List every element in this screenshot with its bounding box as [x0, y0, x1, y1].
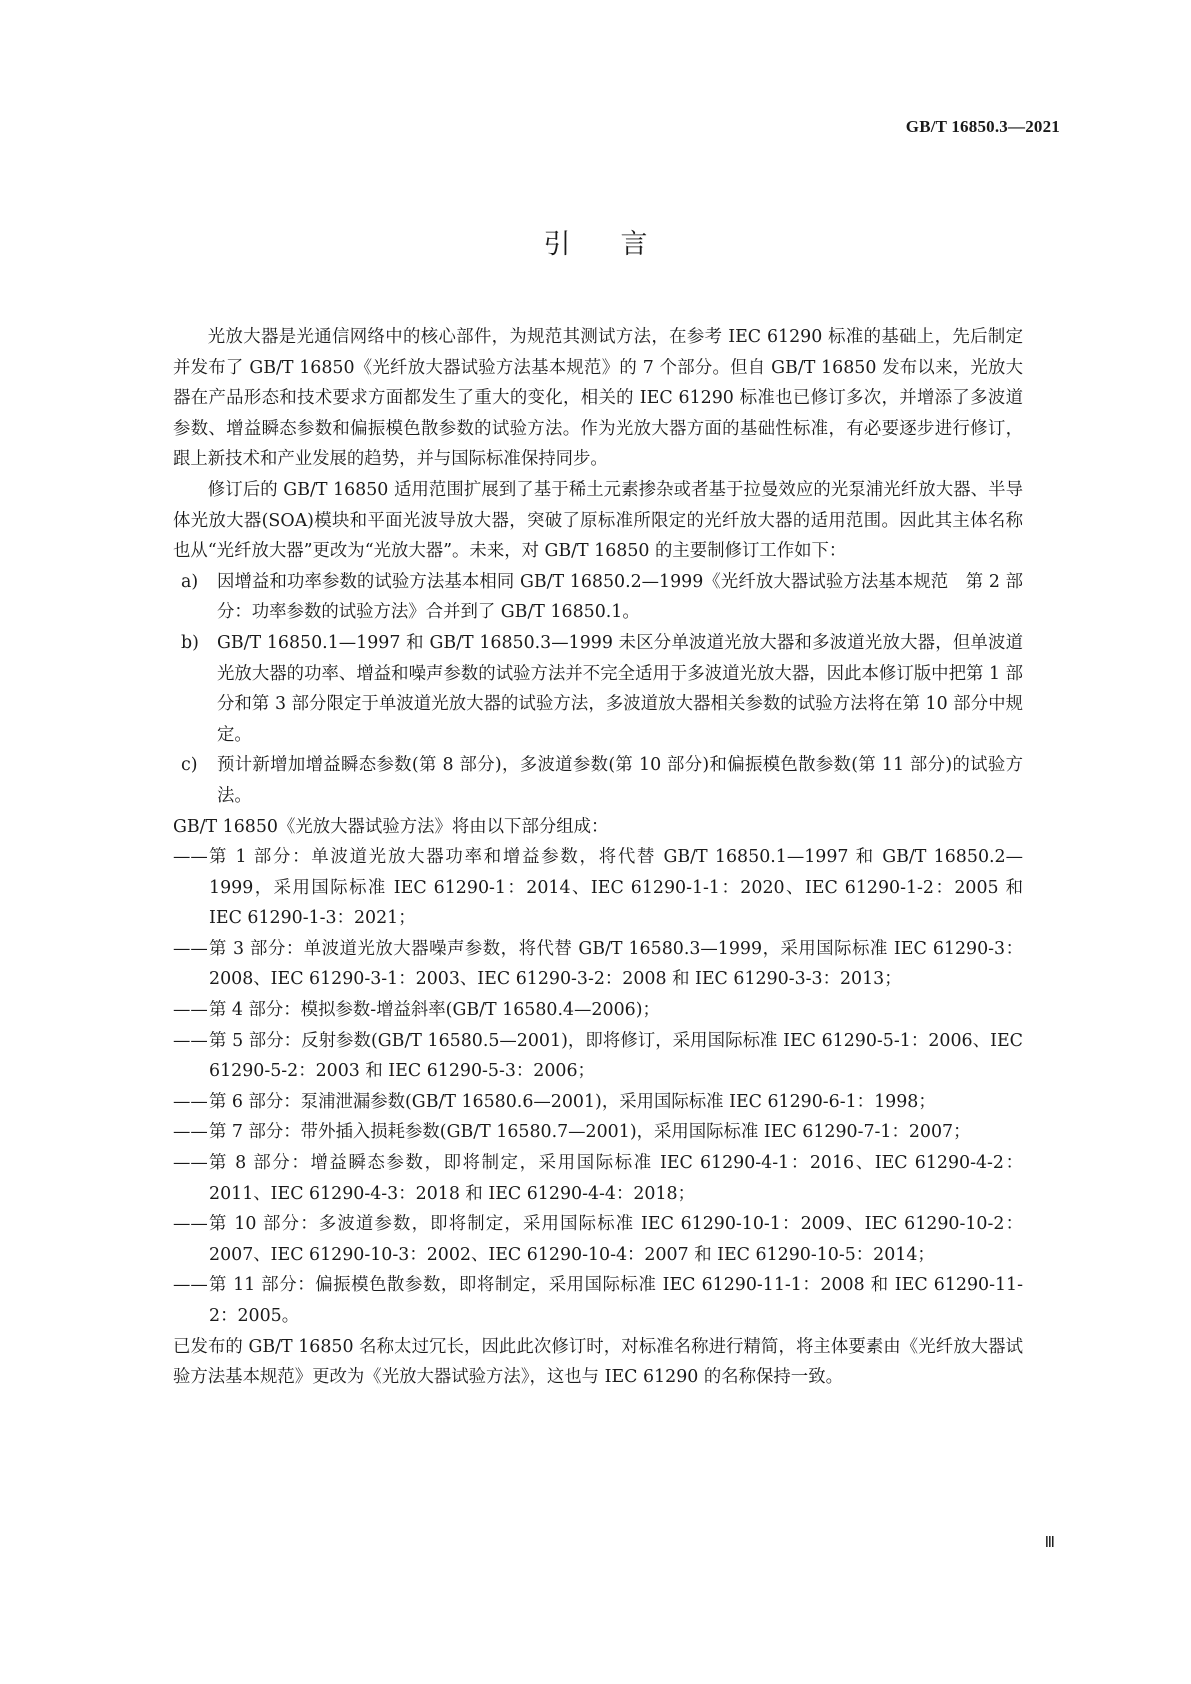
- dash-marker: ——: [173, 938, 208, 959]
- paragraph-scope: 修订后的 GB/T 16850 适用范围扩展到了基于稀土元素掺杂或者基于拉曼效应的光泵浦光纤放大器、半导体光放大器(SOA)模块和平面光波导放大器，突破了原标准所限定的光纤放大器的适用范围。因此其主体名称也从“光纤放大器”更改为“光放大器”。未来，对 GB/T 16850 的主要制修订工作如下：: [173, 479, 1023, 562]
- dash-marker: ——: [173, 1214, 208, 1235]
- revision-item: [173, 567, 1023, 628]
- dash-marker: ——: [173, 1275, 208, 1296]
- list-marker: b): [181, 632, 199, 653]
- part-item: [173, 1148, 1023, 1209]
- page-title: 引言: [543, 229, 698, 260]
- part-text: 第 4 部分：模拟参数-增益斜率(GB/T 16580.4—2006)；: [209, 1000, 660, 1021]
- part-text: 第 6 部分：泵浦泄漏参数(GB/T 16580.6—2001)，采用国际标准 IEC 61290-6-1：1998；: [209, 1091, 936, 1112]
- dash-marker: ——: [173, 1153, 208, 1174]
- paragraph-naming: 已发布的 GB/T 16850 名称太过冗长，因此此次修订时，对标准名称进行精简，将主体要素由《光纤放大器试验方法基本规范》更改为《光放大器试验方法》，这也与 IEC 61290 的名称保持一致。: [173, 1336, 1023, 1388]
- standard-code: GB/T 16850.3—2021: [905, 117, 1060, 136]
- part-item: [173, 1270, 1023, 1331]
- part-text: 第 5 部分：反射参数(GB/T 16580.5—2001)，即将修订，采用国际标准 IEC 61290-5-1：2006、IEC 61290-5-2：2003 和 IEC 61290-5-3：2006；: [209, 1030, 1023, 1082]
- part-item: [173, 1117, 1023, 1148]
- dash-marker: ——: [173, 1000, 208, 1021]
- list-marker: c): [181, 755, 198, 776]
- revision-item: [173, 750, 1023, 811]
- part-item: [173, 1209, 1023, 1270]
- page-number: Ⅲ: [1044, 1535, 1055, 1551]
- list-text: GB/T 16850.1—1997 和 GB/T 16850.3—1999 未区分单波道光放大器和多波道光放大器，但单波道光放大器的功率、增益和噪声参数的试验方法并不完全适用于多波道光放大器，因此本修订版中把第 1 部分和第 3 部分限定于单波道光放大器的试验方法，多波道放大器相关参数的试验方法将在第 10 部分中规定。: [217, 632, 1023, 745]
- part-text: 第 11 部分：偏振模色散参数，即将制定，采用国际标准 IEC 61290-11-1：2008 和 IEC 61290-11-2：2005。: [209, 1275, 1023, 1326]
- part-item: [173, 1026, 1023, 1087]
- part-text: 第 7 部分：带外插入损耗参数(GB/T 16580.7—2001)，采用国际标准 IEC 61290-7-1：2007；: [209, 1122, 971, 1143]
- part-item: [173, 934, 1023, 995]
- part-text: 第 10 部分：多波道参数，即将制定，采用国际标准 IEC 61290-10-1：2009、IEC 61290-10-2：2007、IEC 61290-10-3：2002、IEC 61290-10-4：2007 和 IEC 61290-10-5：2014；: [209, 1214, 1023, 1265]
- dash-marker: ——: [173, 847, 208, 868]
- dash-marker: ——: [173, 1122, 208, 1143]
- list-text: 预计新增加增益瞬态参数(第 8 部分)，多波道参数(第 10 部分)和偏振模色散参数(第 11 部分)的试验方法。: [217, 755, 1023, 806]
- document-body: [173, 322, 1023, 1393]
- part-item: [173, 1087, 1023, 1118]
- part-item: [173, 995, 1023, 1026]
- part-text: 第 3 部分：单波道光放大器噪声参数，将代替 GB/T 16580.3—1999，采用国际标准 IEC 61290-3：2008、IEC 61290-3-1：2003、IEC 61290-3-2：2008 和 IEC 61290-3-3：2013；: [209, 938, 1023, 990]
- paragraph-parts-intro: GB/T 16850《光放大器试验方法》将由以下部分组成：: [173, 816, 609, 837]
- part-item: [173, 842, 1023, 934]
- paragraph-intro: 光放大器是光通信网络中的核心部件，为规范其测试方法，在参考 IEC 61290 标准的基础上，先后制定并发布了 GB/T 16850《光纤放大器试验方法基本规范》的 7 个部分。但自 GB/T 16850 发布以来，光放大器在产品形态和技术要求方面都发生了重大的变化，相关的 IEC 61290 标准也已修订多次，并增添了多波道参数、增益瞬态参数和偏振模色散参数的试验方法。作为光放大器方面的基础性标准，有必要逐步进行修订，跟上新技术和产业发展的趋势，并与国际标准保持同步。: [173, 327, 1023, 470]
- revision-item: [173, 628, 1023, 750]
- dash-marker: ——: [173, 1030, 208, 1051]
- list-marker: a): [181, 571, 199, 592]
- part-text: 第 8 部分：增益瞬态参数，即将制定，采用国际标准 IEC 61290-4-1：2016、IEC 61290-4-2：2011、IEC 61290-4-3：2018 和 IEC 61290-4-4：2018；: [209, 1153, 1023, 1204]
- dash-marker: ——: [173, 1091, 208, 1112]
- list-text: 因增益和功率参数的试验方法基本相同 GB/T 16850.2—1999《光纤放大器试验方法基本规范 第 2 部分：功率参数的试验方法》合并到了 GB/T 16850.1。: [217, 571, 1023, 623]
- part-text: 第 1 部分：单波道光放大器功率和增益参数，将代替 GB/T 16850.1—1997 和 GB/T 16850.2—1999，采用国际标准 IEC 61290-1：2014、IEC 61290-1-1：2020、IEC 61290-1-2：2005 和 IEC 61290-1-3：2021；: [209, 847, 1023, 929]
